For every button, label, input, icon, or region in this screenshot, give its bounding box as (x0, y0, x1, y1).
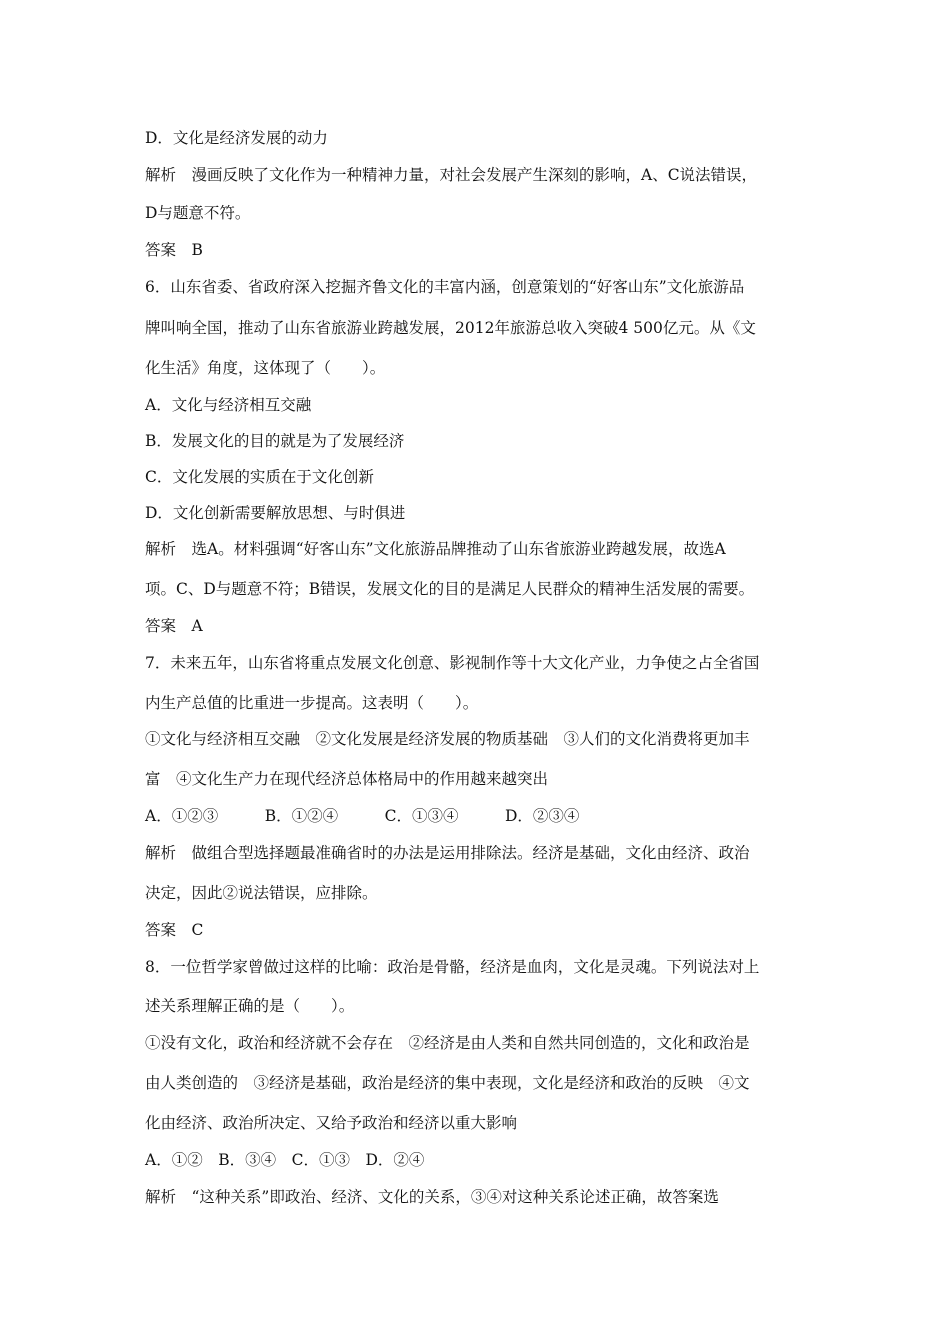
option-d-q5: D．文化是经济发展的动力 (145, 129, 328, 147)
answer-q6: 答案 A (145, 617, 203, 635)
question-8-line-1: 8．一位哲学家曾做过这样的比喻：政治是骨骼，经济是血肉，文化是灵魂。下列说法对上 (145, 958, 760, 976)
answer-q7: 答案 C (145, 921, 204, 939)
statements-q7-line-2: 富 ④文化生产力在现代经济总体格局中的作用越来越突出 (145, 770, 549, 788)
option-b-q6: B．发展文化的目的就是为了发展经济 (145, 432, 405, 450)
statements-q7-line-1: ①文化与经济相互交融 ②文化发展是经济发展的物质基础 ③人们的文化消费将更加丰 (145, 730, 750, 748)
option-a-q6: A．文化与经济相互交融 (145, 396, 312, 414)
answer-q5: 答案 B (145, 241, 203, 259)
analysis-q7-line-2: 决定，因此②说法错误，应排除。 (145, 884, 378, 902)
statements-q8-line-2: 由人类创造的 ③经济是基础，政治是经济的集中表现，文化是经济和政治的反映 ④文 (145, 1074, 750, 1092)
statements-q8-line-3: 化由经济、政治所决定、又给予政治和经济以重大影响 (145, 1114, 518, 1132)
question-6-line-2: 牌叫响全国，推动了山东省旅游业跨越发展，2012年旅游总收入突破4 500亿元。从《文 (145, 319, 756, 337)
options-q8: A．①② B．③④ C．①③ D．②④ (145, 1151, 425, 1169)
analysis-q8-line-1: 解析 “这种关系”即政治、经济、文化的关系，③④对这种关系论述正确，故答案选 (145, 1188, 719, 1206)
option-c-q6: C．文化发展的实质在于文化创新 (145, 468, 374, 486)
question-6-line-1: 6．山东省委、省政府深入挖掘齐鲁文化的丰富内涵，创意策划的“好客山东”文化旅游品 (145, 278, 745, 296)
analysis-q5-line-2: D与题意不符。 (145, 204, 251, 222)
analysis-q7-line-1: 解析 做组合型选择题最准确省时的办法是运用排除法。经济是基础，文化由经济、政治 (145, 844, 750, 862)
question-6-line-3: 化生活》角度，这体现了（ ）。 (145, 359, 386, 377)
options-q7: A．①②③ B．①②④ C．①③④ D．②③④ (145, 807, 580, 825)
question-8-line-2: 述关系理解正确的是（ ）。 (145, 997, 355, 1015)
question-7-line-1: 7．未来五年，山东省将重点发展文化创意、影视制作等十大文化产业，力争使之占全省国 (145, 654, 760, 672)
analysis-q6-line-1: 解析 选A。材料强调“好客山东”文化旅游品牌推动了山东省旅游业跨越发展，故选A (145, 540, 726, 558)
analysis-q6-line-2: 项。C、D与题意不符；B错误，发展文化的目的是满足人民群众的精神生活发展的需要。 (145, 580, 755, 598)
question-7-line-2: 内生产总值的比重进一步提高。这表明（ ）。 (145, 694, 479, 712)
statements-q8-line-1: ①没有文化，政治和经济就不会存在 ②经济是由人类和自然共同创造的，文化和政治是 (145, 1034, 750, 1052)
option-d-q6: D．文化创新需要解放思想、与时俱进 (145, 504, 406, 522)
analysis-q5-line-1: 解析 漫画反映了文化作为一种精神力量，对社会发展产生深刻的影响，A、C说法错误， (145, 166, 758, 184)
